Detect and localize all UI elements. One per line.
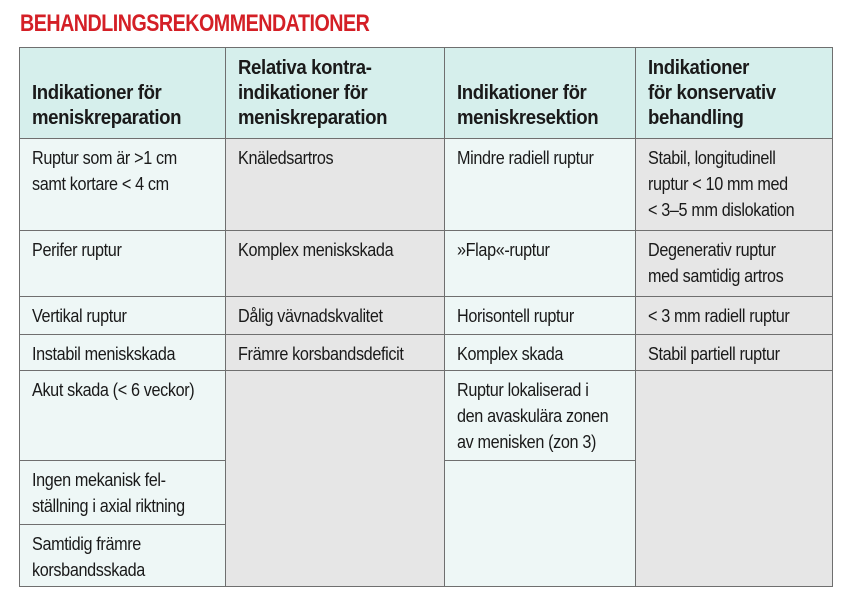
cell-text: Horisontell ruptur (457, 306, 574, 326)
row-divider (19, 230, 833, 231)
column-divider (225, 47, 226, 587)
page-title: BEHANDLINGSREKOMMENDATIONER (20, 10, 370, 37)
row-divider (19, 370, 833, 371)
header-cell-2 (226, 48, 445, 138)
row-divider (19, 296, 833, 297)
cell-text: Akut skada (< 6 veckor) (32, 380, 195, 400)
table-cell (445, 138, 636, 230)
table-cell (20, 524, 226, 586)
row-divider (19, 460, 226, 461)
table-cell (226, 296, 445, 334)
row-divider (444, 460, 636, 461)
header-label: Indikationer för konservativ behandling (648, 57, 776, 129)
header-cell-1 (20, 48, 226, 138)
column-divider (635, 47, 636, 587)
header-label: Indikationer för meniskreparation (32, 82, 182, 129)
table-border (19, 47, 20, 587)
cell-text: Stabil partiell ruptur (648, 344, 780, 364)
table-cell-empty (226, 370, 445, 586)
table-cell (445, 370, 636, 460)
cell-text: Komplex meniskskada (238, 240, 394, 260)
table-cell (636, 296, 832, 334)
header-label: Indikationer för meniskresektion (457, 82, 599, 129)
cell-text: Ruptur lokaliserad i den avaskulära zonen av menisken (zon 3) (457, 380, 609, 452)
row-divider (19, 138, 833, 139)
row-divider (19, 334, 833, 335)
header-label: Relativa kontra- indikationer för meniskreparation (238, 57, 388, 129)
header-cell-3 (445, 48, 636, 138)
table-cell (20, 138, 226, 230)
cell-text: Knäledsartros (238, 148, 334, 168)
table-cell (445, 230, 636, 296)
table-cell (445, 296, 636, 334)
table-cell-empty (445, 460, 636, 586)
table-cell (445, 334, 636, 370)
header-cell-4 (636, 48, 832, 138)
cell-text: Stabil, longitudinell ruptur < 10 mm med < 3–5 mm dislokation (648, 148, 795, 220)
cell-text: Ruptur som är >1 cm samt kortare < 4 cm (32, 148, 177, 194)
table-cell (636, 334, 832, 370)
cell-text: Dålig vävnadskvalitet (238, 306, 383, 326)
table-cell (636, 138, 832, 230)
cell-text: Samtidig främre korsbandsskada (32, 534, 145, 580)
table-border (19, 586, 833, 587)
table-cell (636, 230, 832, 296)
table-border (832, 47, 833, 587)
table-cell (20, 334, 226, 370)
cell-text: Perifer ruptur (32, 240, 122, 260)
cell-text: < 3 mm radiell ruptur (648, 306, 790, 326)
table-border (19, 47, 833, 48)
cell-text: Instabil meniskskada (32, 344, 176, 364)
cell-text: Främre korsbandsdeficit (238, 344, 404, 364)
column-divider (444, 47, 445, 587)
table-cell (20, 460, 226, 524)
row-divider (19, 524, 226, 525)
table-cell (226, 230, 445, 296)
table-cell (226, 334, 445, 370)
cell-text: Ingen mekanisk fel- ställning i axial riktning (32, 470, 185, 516)
cell-text: »Flap«-ruptur (457, 240, 550, 260)
cell-text: Degenerativ ruptur med samtidig artros (648, 240, 784, 286)
cell-text: Vertikal ruptur (32, 306, 127, 326)
cell-text: Mindre radiell ruptur (457, 148, 594, 168)
table-cell (20, 370, 226, 460)
table-cell (20, 230, 226, 296)
table-cell (226, 138, 445, 230)
cell-text: Komplex skada (457, 344, 564, 364)
table-cell-empty (636, 370, 832, 586)
table-cell (20, 296, 226, 334)
